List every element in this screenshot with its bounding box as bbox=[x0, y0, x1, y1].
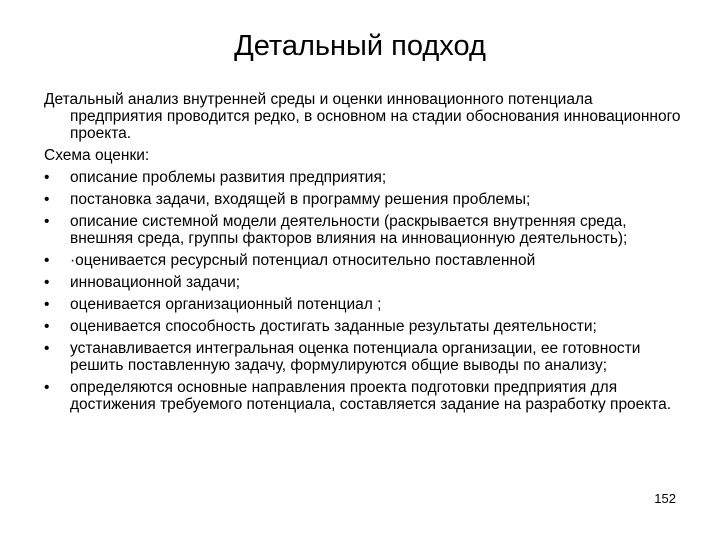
slide-title: Детальный подход bbox=[234, 30, 486, 62]
list-item bbox=[44, 252, 684, 269]
intro-paragraph: Детальный анализ внутренней среды и оценки инновационного потенциала предприятия проводится редко, в основном на стадии обоснования инновационного проекта. bbox=[44, 91, 681, 142]
bullet-icon: • bbox=[44, 340, 50, 357]
bullet-icon: • bbox=[44, 379, 50, 396]
list-item bbox=[44, 274, 684, 291]
list-item bbox=[44, 340, 684, 374]
list-item-text: устанавливается интегральная оценка потенциала организации, ее готовности решить поставленную задачу, формулируются общие выводы по анализу; bbox=[70, 340, 641, 374]
bullet-icon: • bbox=[44, 252, 50, 269]
bullet-icon: • bbox=[44, 169, 50, 186]
bullet-icon: • bbox=[44, 213, 50, 230]
list-item-text: определяются основные направления проекта подготовки предприятия для достижения требуемого потенциала, составляется задание на разработку проекта. bbox=[70, 379, 672, 413]
slide-body bbox=[44, 91, 684, 418]
list-item-text: инновационной задачи; bbox=[70, 274, 241, 291]
bullet-icon: • bbox=[44, 274, 50, 291]
bullet-icon: • bbox=[44, 296, 50, 313]
list-item bbox=[44, 191, 684, 208]
page-number: 152 bbox=[654, 491, 676, 506]
list-item bbox=[44, 169, 684, 186]
assessment-steps-list bbox=[44, 169, 684, 413]
list-item-text: описание проблемы развития предприятия; bbox=[70, 169, 387, 186]
list-item bbox=[44, 296, 684, 313]
list-item-text: постановка задачи, входящей в программу решения проблемы; bbox=[70, 191, 531, 208]
list-item-text: оценивается способность достигать заданные результаты деятельности; bbox=[70, 318, 597, 335]
list-item bbox=[44, 318, 684, 335]
scheme-label: Схема оценки: bbox=[44, 147, 150, 164]
list-item-text: оценивается организационный потенциал ; bbox=[70, 296, 382, 313]
list-item bbox=[44, 379, 684, 413]
list-item bbox=[44, 213, 684, 247]
bullet-icon: • bbox=[44, 318, 50, 335]
list-item-text: ·оценивается ресурсный потенциал относительно поставленной bbox=[70, 252, 536, 269]
list-item-text: описание системной модели деятельности (раскрывается внутренняя среда, внешняя среда, группы факторов влияния на инновационную деятельность); bbox=[70, 213, 628, 247]
bullet-icon: • bbox=[44, 191, 50, 208]
